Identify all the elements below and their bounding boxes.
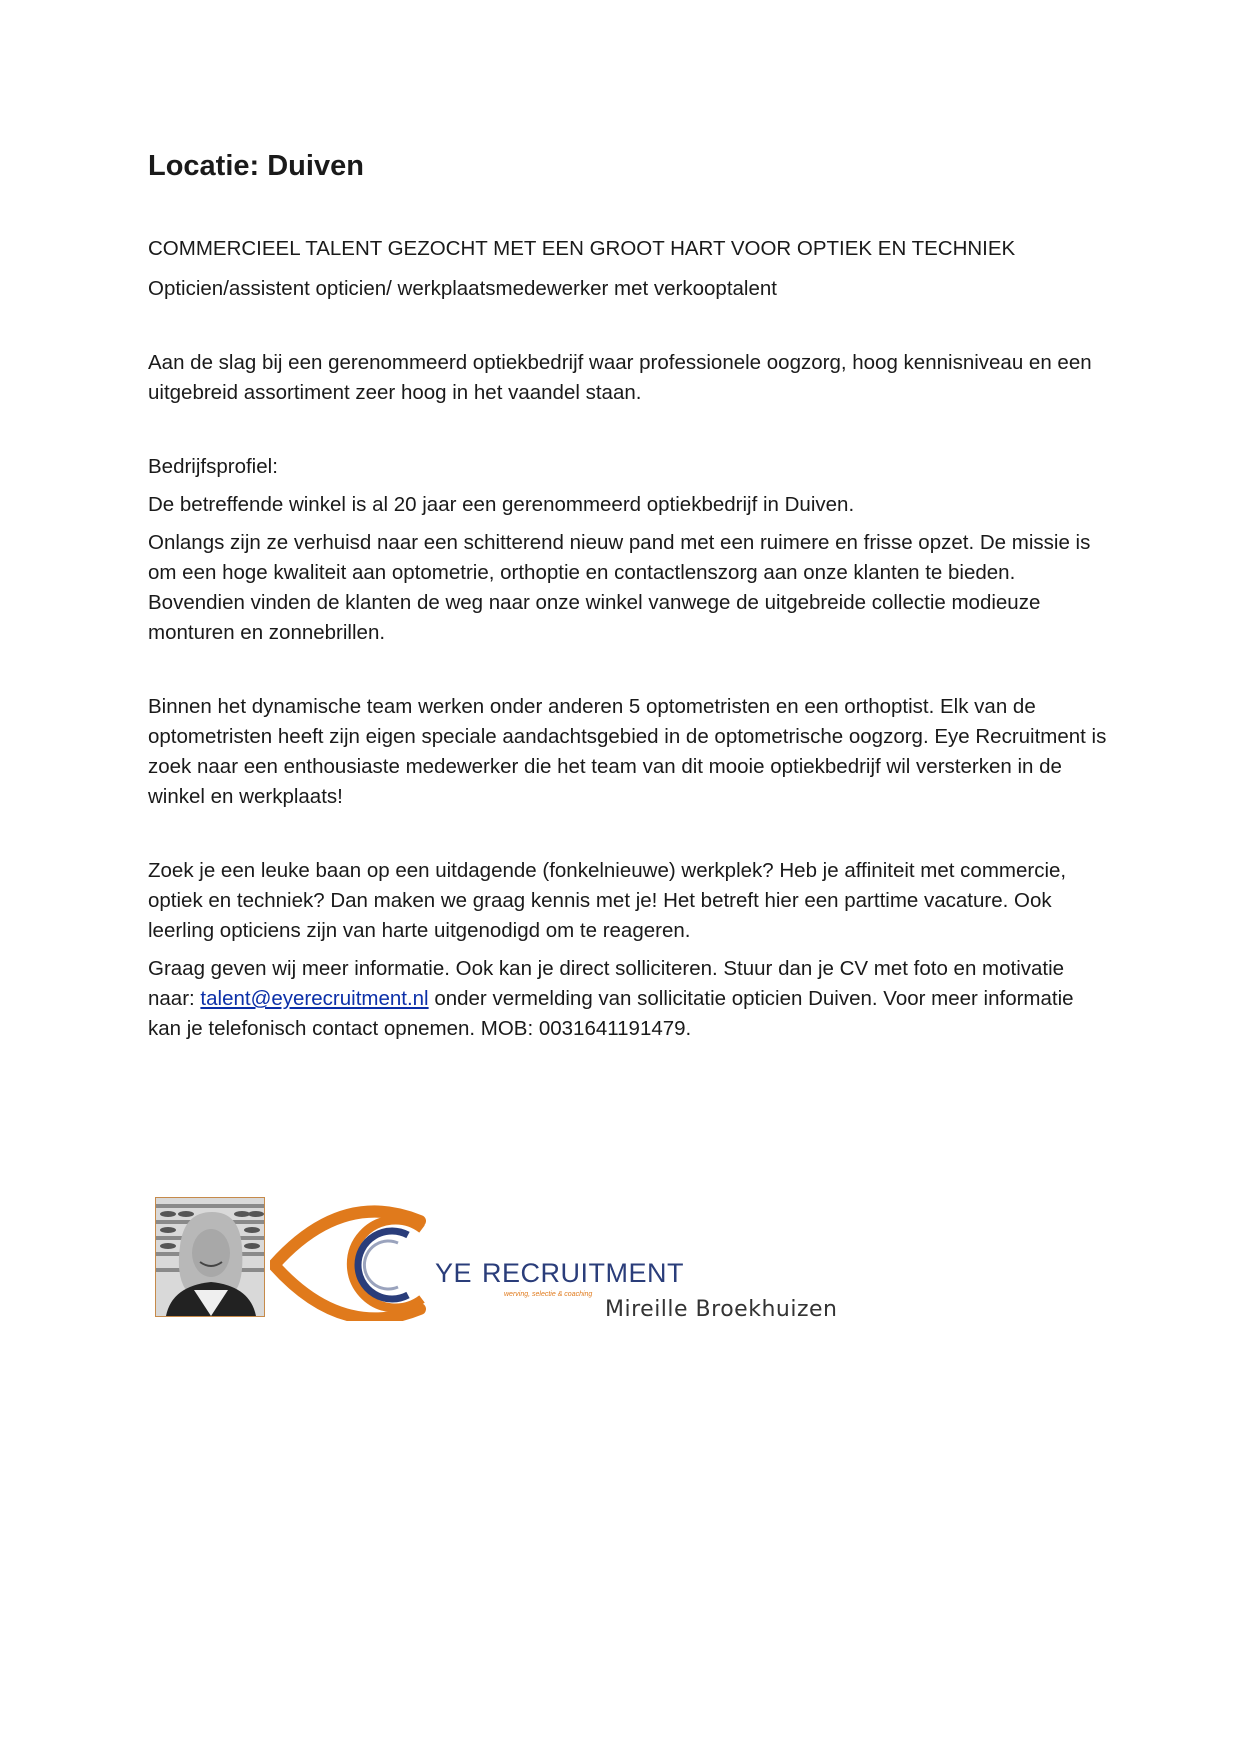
contact-paragraph	[148, 954, 1108, 1044]
intro-paragraph: Aan de slag bij een gerenommeerd optiekbedrijf waar professionele oogzorg, hoog kennisniveau en een uitgebreid assortiment zeer hoog in het vaandel staan.	[148, 351, 1092, 404]
job-subheadline: Opticien/assistent opticien/ werkplaatsmedewerker met verkooptalent	[148, 277, 777, 300]
contact-text-after: onder vermelding van sollicitatie opticien Duiven. Voor meer informatie kan je telefonisch contact opnemen. MOB: 0031641191479.	[148, 987, 1074, 1040]
job-headline: COMMERCIEEL TALENT GEZOCHT MET EEN GROOT HART VOOR OPTIEK EN TECHNIEK	[148, 237, 1016, 260]
email-link[interactable]: talent@eyerecruitment.nl	[200, 987, 429, 1010]
profile-paragraph-2: Onlangs zijn ze verhuisd naar een schitterend nieuw pand met een ruimere en frisse opzet. De missie is om een hoge kwaliteit aan optometrie, orthoptie en contactlenszorg aan onze klanten te bieden. Bovendien vinden de klanten de weg naar onze winkel vanwege de uitgebreide collectie modieuze monturen en zonnebrillen.	[148, 531, 1091, 644]
profile-label: Bedrijfsprofiel:	[148, 455, 278, 478]
page-title: Locatie: Duiven	[148, 150, 364, 182]
team-paragraph: Binnen het dynamische team werken onder anderen 5 optometristen en een orthoptist. Elk van de optometristen heeft zijn eigen speciale aandachtsgebied in de optometrische oogzorg. Eye Recruitment is zoek naar een enthousiaste medewerker die het team van dit mooie optiekbedrijf wil versterken in de winkel en werkplaats!	[148, 695, 1107, 808]
portrait-photo	[156, 1198, 264, 1316]
eye-recruitment-logo	[270, 1203, 685, 1321]
logo-tagline: werving, selectie & coaching	[504, 1291, 593, 1298]
profile-paragraph-1: De betreffende winkel is al 20 jaar een gerenommeerd optiekbedrijf in Duiven.	[148, 493, 855, 516]
call-to-action-paragraph: Zoek je een leuke baan op een uitdagende (fonkelnieuwe) werkplek? Heb je affiniteit met commercie, optiek en techniek? Dan maken we graag kennis met je! Het betreft hier een parttime vacature. Ook leerling opticiens zijn van harte uitgenodigd om te reageren.	[148, 859, 1067, 942]
signature-name: Mireille Broekhuizen	[605, 1297, 838, 1322]
logo-ye: YE	[435, 1258, 473, 1288]
signature-block	[155, 1197, 855, 1337]
avatar	[155, 1197, 265, 1317]
logo-recruitment: RECRUITMENT	[482, 1258, 685, 1288]
contact-text-before: Graag geven wij meer informatie. Ook kan je direct solliciteren. Stuur dan je CV met foto en motivatie naar:	[148, 957, 1065, 1010]
document-body	[148, 148, 1108, 1044]
logo-wordmark	[435, 1258, 684, 1289]
